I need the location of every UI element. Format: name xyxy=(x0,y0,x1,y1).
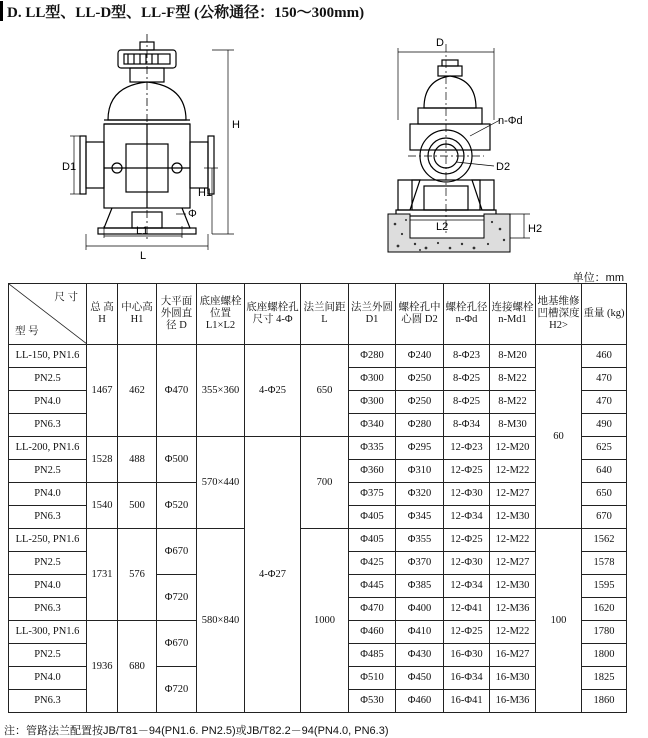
D2-cell: Φ430 xyxy=(396,644,444,667)
model-cell: PN4.0 xyxy=(9,391,87,414)
n-phid-cell: 12-Φ34 xyxy=(444,575,490,598)
n-md1-cell: 12-M30 xyxy=(490,506,536,529)
n-phid-cell: 16-Φ41 xyxy=(444,690,490,713)
H-cell: 1467 xyxy=(87,345,118,437)
model-cell: PN6.3 xyxy=(9,506,87,529)
header-cell: 连接螺栓 n-Md1 xyxy=(490,284,536,345)
side-view-drawing xyxy=(388,44,530,252)
n-phid-cell: 8-Φ34 xyxy=(444,414,490,437)
table-row xyxy=(9,437,627,460)
title-bar xyxy=(0,0,364,22)
n-md1-cell: 16-M27 xyxy=(490,644,536,667)
spec-table xyxy=(8,283,627,713)
header-size: 尺 寸 xyxy=(54,292,78,303)
L1L2-cell: 570×440 xyxy=(197,437,245,529)
L1L2-cell: 355×360 xyxy=(197,345,245,437)
model-cell: LL-200, PN1.6 xyxy=(9,437,87,460)
n-md1-cell: 12-M22 xyxy=(490,621,536,644)
D2-cell: Φ460 xyxy=(396,690,444,713)
weight-cell: 1860 xyxy=(582,690,627,713)
D1-cell: Φ300 xyxy=(349,391,396,414)
n-phid-cell: 8-Φ25 xyxy=(444,391,490,414)
header-cell: 重量 (kg) xyxy=(582,284,627,345)
D2-cell: Φ345 xyxy=(396,506,444,529)
header-cell: 大平面外圆直径 D xyxy=(157,284,197,345)
D1-cell: Φ280 xyxy=(349,345,396,368)
n-phid-cell: 12-Φ34 xyxy=(444,506,490,529)
model-cell: PN6.3 xyxy=(9,598,87,621)
n-md1-cell: 12-M22 xyxy=(490,529,536,552)
H1-cell: 680 xyxy=(118,621,157,713)
D-cell: Φ670 xyxy=(157,529,197,575)
front-view-drawing xyxy=(70,34,234,250)
D2-cell: Φ320 xyxy=(396,483,444,506)
dim-label-n-phid: n-Φd xyxy=(498,115,523,127)
D-cell: Φ720 xyxy=(157,667,197,713)
model-cell: PN4.0 xyxy=(9,483,87,506)
weight-cell: 625 xyxy=(582,437,627,460)
model-cell: PN2.5 xyxy=(9,368,87,391)
H-cell: 1540 xyxy=(87,483,118,529)
unit-label: 单位：mm xyxy=(572,272,624,284)
technical-drawings xyxy=(0,24,648,264)
D-cell: Φ520 xyxy=(157,483,197,529)
weight-cell: 670 xyxy=(582,506,627,529)
weight-cell: 1800 xyxy=(582,644,627,667)
page-title: D. LL型、LL-D型、LL-F型 (公称通径：150～300mm) xyxy=(7,4,365,21)
D2-cell: Φ250 xyxy=(396,391,444,414)
dim-label-D1: D1 xyxy=(62,161,77,173)
n-md1-cell: 8-M22 xyxy=(490,391,536,414)
D1-cell: Φ510 xyxy=(349,667,396,690)
H2-cell: 100 xyxy=(536,529,582,713)
n-md1-cell: 8-M30 xyxy=(490,414,536,437)
header-cell: 法兰间距 L xyxy=(301,284,349,345)
weight-cell: 650 xyxy=(582,483,627,506)
weight-cell: 490 xyxy=(582,414,627,437)
header-cell: 地基维修凹槽深度 H2> xyxy=(536,284,582,345)
L-cell: 700 xyxy=(301,437,349,529)
D-cell: Φ670 xyxy=(157,621,197,667)
header-cell: 螺栓孔径 n-Φd xyxy=(444,284,490,345)
dim-label-L1: L1 xyxy=(136,225,149,237)
header-cell: 底座螺栓孔尺寸 4-Φ xyxy=(245,284,301,345)
weight-cell: 1562 xyxy=(582,529,627,552)
model-cell: PN6.3 xyxy=(9,414,87,437)
D1-cell: Φ300 xyxy=(349,368,396,391)
H1-cell: 462 xyxy=(118,345,157,437)
model-cell: PN2.5 xyxy=(9,644,87,667)
model-cell: PN2.5 xyxy=(9,552,87,575)
n-phid-cell: 12-Φ30 xyxy=(444,552,490,575)
n-phid-cell: 8-Φ25 xyxy=(444,368,490,391)
n-md1-cell: 16-M36 xyxy=(490,690,536,713)
n-phid-cell: 12-Φ25 xyxy=(444,460,490,483)
weight-cell: 640 xyxy=(582,460,627,483)
L-cell: 650 xyxy=(301,345,349,437)
L1L2-cell: 580×840 xyxy=(197,529,245,713)
weight-cell: 1825 xyxy=(582,667,627,690)
D2-cell: Φ295 xyxy=(396,437,444,460)
n-md1-cell: 12-M30 xyxy=(490,575,536,598)
n-md1-cell: 16-M30 xyxy=(490,667,536,690)
dim-label-D2: D2 xyxy=(496,161,511,173)
n-md1-cell: 12-M20 xyxy=(490,437,536,460)
model-cell: LL-250, PN1.6 xyxy=(9,529,87,552)
n-md1-cell: 8-M22 xyxy=(490,368,536,391)
D1-cell: Φ445 xyxy=(349,575,396,598)
D1-cell: Φ405 xyxy=(349,506,396,529)
D1-cell: Φ425 xyxy=(349,552,396,575)
dim-label-H1: H1 xyxy=(198,187,213,199)
model-cell: PN2.5 xyxy=(9,460,87,483)
n-md1-cell: 12-M22 xyxy=(490,460,536,483)
D1-cell: Φ530 xyxy=(349,690,396,713)
dim-label-H2: H2 xyxy=(528,223,543,235)
D2-cell: Φ355 xyxy=(396,529,444,552)
footnote: 注：管路法兰配置按JB/T81－94(PN1.6. PN2.5)或JB/T82.2－94(PN4.0, PN6.3) xyxy=(4,725,389,737)
D2-cell: Φ240 xyxy=(396,345,444,368)
H2-cell: 60 xyxy=(536,345,582,529)
D1-cell: Φ375 xyxy=(349,483,396,506)
dim-label-D: D xyxy=(436,37,444,49)
model-cell: PN4.0 xyxy=(9,575,87,598)
H1-cell: 576 xyxy=(118,529,157,621)
D-cell: Φ720 xyxy=(157,575,197,621)
weight-cell: 470 xyxy=(582,391,627,414)
D1-cell: Φ340 xyxy=(349,414,396,437)
n-phid-cell: 12-Φ41 xyxy=(444,598,490,621)
H1-cell: 488 xyxy=(118,437,157,483)
weight-cell: 1595 xyxy=(582,575,627,598)
D2-cell: Φ250 xyxy=(396,368,444,391)
D-cell: Φ470 xyxy=(157,345,197,437)
D2-cell: Φ310 xyxy=(396,460,444,483)
header-cell: 中心高 H1 xyxy=(118,284,157,345)
n-phid-cell: 12-Φ25 xyxy=(444,621,490,644)
D1-cell: Φ335 xyxy=(349,437,396,460)
H-cell: 1528 xyxy=(87,437,118,483)
weight-cell: 460 xyxy=(582,345,627,368)
table-row xyxy=(9,345,627,368)
weight-cell: 470 xyxy=(582,368,627,391)
D2-cell: Φ410 xyxy=(396,621,444,644)
weight-cell: 1780 xyxy=(582,621,627,644)
D1-cell: Φ405 xyxy=(349,529,396,552)
header-cell: 法兰外圆 D1 xyxy=(349,284,396,345)
D2-cell: Φ450 xyxy=(396,667,444,690)
D1-cell: Φ485 xyxy=(349,644,396,667)
n-phid-cell: 12-Φ23 xyxy=(444,437,490,460)
n-md1-cell: 12-M36 xyxy=(490,598,536,621)
model-cell: LL-150, PN1.6 xyxy=(9,345,87,368)
n-phid-cell: 8-Φ23 xyxy=(444,345,490,368)
D2-cell: Φ280 xyxy=(396,414,444,437)
weight-cell: 1620 xyxy=(582,598,627,621)
D2-cell: Φ400 xyxy=(396,598,444,621)
model-cell: PN4.0 xyxy=(9,667,87,690)
D2-cell: Φ385 xyxy=(396,575,444,598)
bolt-hole-cell: 4-Φ25 xyxy=(245,345,301,437)
header-cell: 螺栓孔中心圆 D2 xyxy=(396,284,444,345)
model-cell: PN6.3 xyxy=(9,690,87,713)
D1-cell: Φ360 xyxy=(349,460,396,483)
dim-label-L: L xyxy=(140,250,147,262)
n-md1-cell: 12-M27 xyxy=(490,483,536,506)
header-cell: 总 高 H xyxy=(87,284,118,345)
n-phid-cell: 16-Φ30 xyxy=(444,644,490,667)
n-md1-cell: 8-M20 xyxy=(490,345,536,368)
H1-cell: 500 xyxy=(118,483,157,529)
header-model: 型 号 xyxy=(15,326,39,337)
n-phid-cell: 16-Φ34 xyxy=(444,667,490,690)
H-cell: 1936 xyxy=(87,621,118,713)
D2-cell: Φ370 xyxy=(396,552,444,575)
weight-cell: 1578 xyxy=(582,552,627,575)
header-size-model xyxy=(9,284,87,345)
dim-label-H: H xyxy=(232,119,240,131)
title-marker xyxy=(0,1,3,21)
n-phid-cell: 12-Φ25 xyxy=(444,529,490,552)
table-row xyxy=(9,529,627,552)
dim-label-phi: Φ xyxy=(188,208,197,220)
L-cell: 1000 xyxy=(301,529,349,713)
dim-label-L2: L2 xyxy=(436,221,449,233)
table-header-row xyxy=(9,284,627,345)
n-md1-cell: 12-M27 xyxy=(490,552,536,575)
H-cell: 1731 xyxy=(87,529,118,621)
n-phid-cell: 12-Φ30 xyxy=(444,483,490,506)
header-cell: 底座螺栓位置 L1×L2 xyxy=(197,284,245,345)
model-cell: LL-300, PN1.6 xyxy=(9,621,87,644)
bolt-hole-cell: 4-Φ27 xyxy=(245,437,301,713)
D1-cell: Φ460 xyxy=(349,621,396,644)
D1-cell: Φ470 xyxy=(349,598,396,621)
D-cell: Φ500 xyxy=(157,437,197,483)
